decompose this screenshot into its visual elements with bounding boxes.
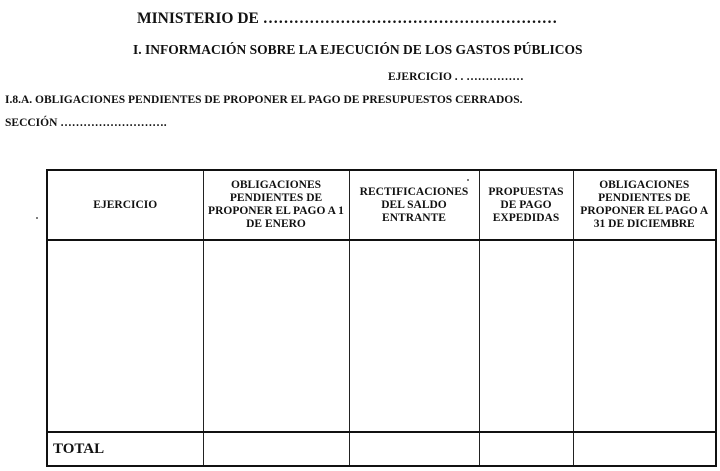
table-cell (573, 240, 716, 432)
column-header-pending-december: OBLIGACIONES PENDIENTES DE PROPONER EL PAGO A 31 DE DICIEMBRE (573, 170, 716, 240)
scan-speck (36, 217, 38, 219)
table-cell (349, 240, 479, 432)
column-header-rectifications: RECTIFICACIONES DEL SALDO ENTRANTE (349, 170, 479, 240)
table-cell (47, 240, 203, 432)
section-line: SECCIÓN ………………………. (5, 117, 167, 129)
total-row (47, 432, 716, 466)
form-title: I.8.A. OBLIGACIONES PENDIENTES DE PROPONER EL PAGO DE PRESUPUESTOS CERRADOS. (5, 94, 523, 106)
section-title: I. INFORMACIÓN SOBRE LA EJECUCIÓN DE LOS GASTOS PÚBLICOS (133, 42, 583, 57)
table-row (47, 240, 716, 432)
table-cell (203, 240, 349, 432)
total-cell (479, 432, 573, 466)
column-header-ejercicio: EJERCICIO (47, 170, 203, 240)
total-label: TOTAL (47, 432, 203, 466)
column-header-payment-proposals: PROPUESTAS DE PAGO EXPEDIDAS (479, 170, 573, 240)
total-cell (349, 432, 479, 466)
obligations-table (46, 169, 717, 467)
total-cell (203, 432, 349, 466)
total-cell (573, 432, 716, 466)
exercise-line: EJERCICIO . . …………… (388, 71, 524, 83)
table-header-row (47, 170, 716, 240)
table-cell (479, 240, 573, 432)
column-header-pending-january: OBLIGACIONES PENDIENTES DE PROPONER EL PAGO A 1 DE ENERO (203, 170, 349, 240)
ministry-heading: MINISTERIO DE ………………………………………………… (137, 10, 558, 27)
